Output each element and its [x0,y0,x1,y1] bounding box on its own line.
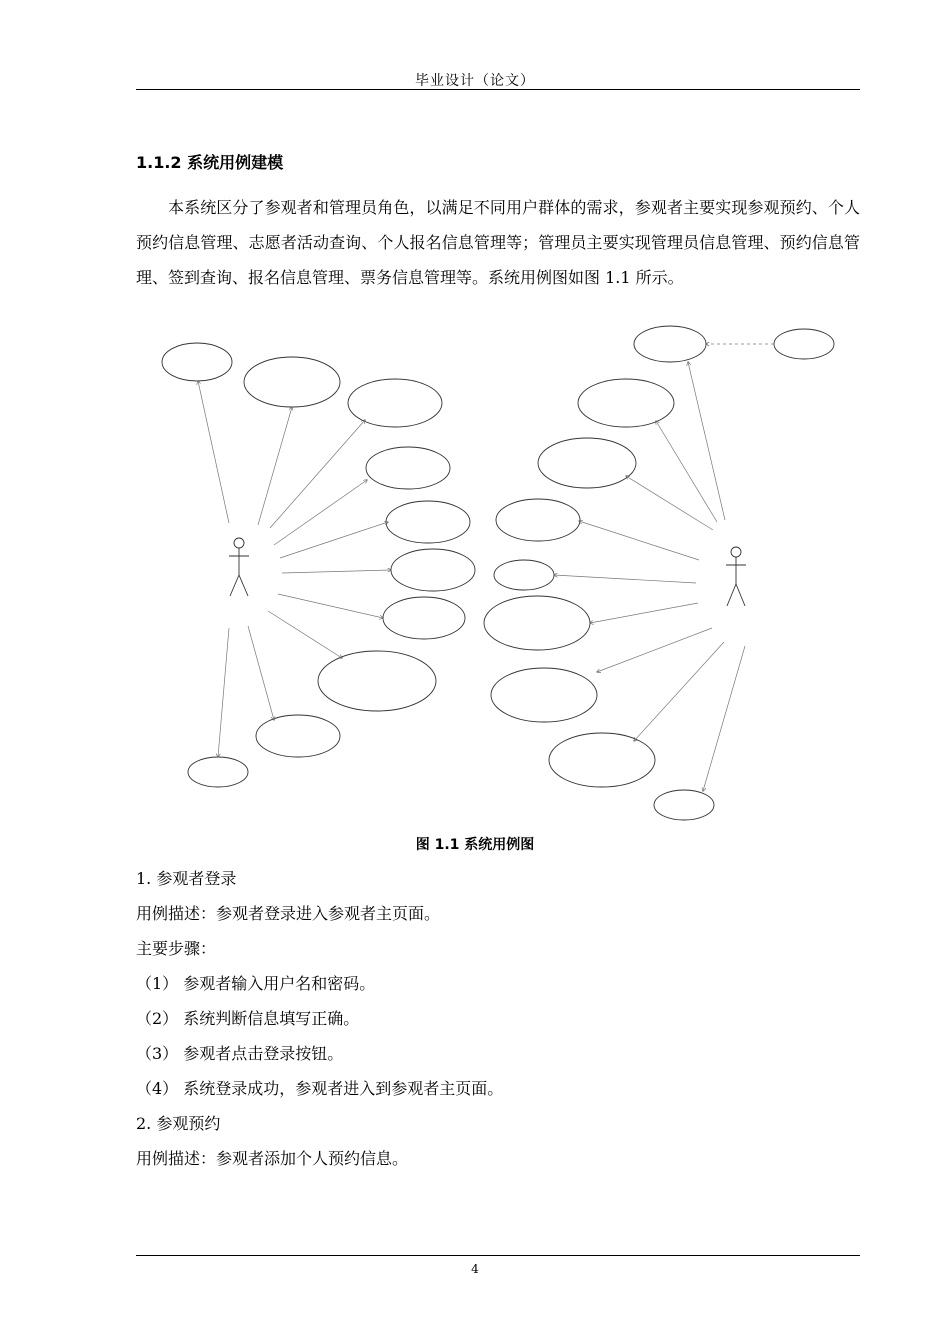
association-line [270,420,365,528]
association-line [656,421,717,522]
figure-caption: 图 1.1 系统用例图 [415,837,535,853]
step-item: （1） 参观者输入用户名和密码。 [136,974,376,993]
use-case-ellipse [162,343,232,381]
step-item: （4） 系统登录成功，参观者进入到参观者主页面。 [136,1079,504,1098]
step-item: （3） 参观者点击登录按钮。 [136,1044,344,1063]
use-case-ellipse [386,501,470,543]
main-steps-label: 主要步骤： [136,939,217,958]
association-line [554,575,696,583]
association-line [688,362,725,520]
use-case-ellipse [318,651,436,711]
section-title: 1.1.2 系统用例建模 [136,153,284,172]
use-case-ellipse [774,329,834,359]
use-case-ellipse [654,790,714,820]
association-line [634,642,724,741]
use-case-ellipse [244,357,340,407]
use-case-description: 用例描述：参观者登录进入参观者主页面。 [136,904,441,923]
use-case-ellipse [348,379,442,427]
use-case-ellipse [496,499,580,541]
association-line [590,603,698,623]
intro-paragraph: 本系统区分了参观者和管理员角色，以满足不同用户群体的需求，参观者主要实现参观预约、个人预约信息管理、志愿者活动查询、个人报名信息管理等；管理员主要实现管理员信息管理、预约信息管理、签到查询、报名信息管理、票务信息管理等。系统用例图如图 1.1 所示。 [136,198,860,287]
use-case-ellipse [188,757,248,787]
footer-rule [136,1255,860,1256]
association-line [282,570,391,573]
use-case-ellipse [578,379,674,427]
association-line [268,611,342,658]
association-line [278,594,383,618]
use-case-ellipse [366,447,450,489]
visitor-actor [229,538,249,596]
step-heading-login: 1. 参观者登录 [136,869,237,888]
header-rule [136,89,860,90]
association-line [280,522,388,558]
association-line [198,381,229,523]
association-line [597,628,712,672]
use-case-ellipse [484,596,590,650]
association-line [274,480,367,545]
use-case-ellipse [256,715,340,757]
page-number: 4 [471,1262,479,1276]
association-line [579,521,699,560]
use-case-ellipse [634,326,706,362]
association-line [626,476,713,530]
use-case-ellipse [491,668,597,722]
use-case-ellipse [549,733,655,787]
page-header-title: 毕业设计（论文） [415,73,535,89]
association-line [703,646,745,791]
admin-actor [726,547,746,606]
association-line [258,407,292,525]
use-case-ellipse [494,560,554,590]
use-case-ellipse [538,438,636,488]
use-case-description: 用例描述：参观者添加个人预约信息。 [136,1149,409,1168]
use-case-ellipse [391,549,475,591]
association-line [218,628,229,757]
use-case-ellipse [383,597,465,639]
use-case-diagram [150,324,850,824]
association-line [248,626,274,720]
step-heading-reservation: 2. 参观预约 [136,1114,221,1133]
step-item: （2） 系统判断信息填写正确。 [136,1009,360,1028]
